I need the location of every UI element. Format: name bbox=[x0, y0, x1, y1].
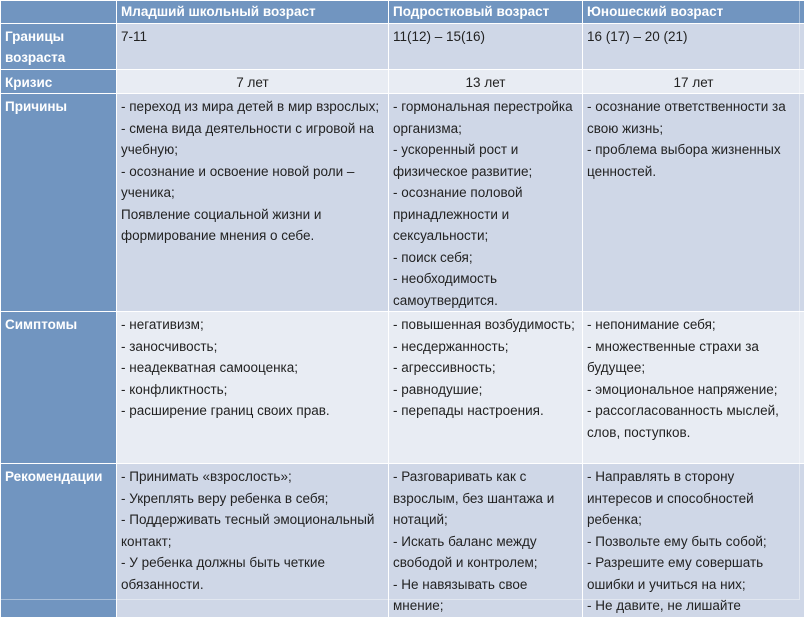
table-header-row bbox=[1, 1, 805, 24]
list-item: - проблема выбора жизненных ценностей. bbox=[587, 142, 781, 179]
cell-symptoms-primary bbox=[117, 312, 389, 464]
cell-symptoms-adolescent bbox=[389, 312, 583, 464]
list-item: - Поддерживать тесный эмоциональный контакт; bbox=[121, 512, 375, 549]
cell-causes-youth bbox=[583, 94, 805, 312]
cell-recommendations-adolescent bbox=[389, 464, 583, 618]
list-item: - переход из мира детей в мир взрослых; bbox=[121, 99, 380, 114]
row-label-crisis: Кризис bbox=[1, 69, 117, 94]
list-item: - Принимать «взрослость»; bbox=[121, 469, 292, 484]
list-item: - поиск себя; bbox=[393, 249, 473, 265]
list-item: - Разговаривать как с взрослым, без шантажа и нотаций; bbox=[393, 469, 555, 527]
table-row-recommendations bbox=[1, 464, 805, 618]
list-item: - повышенная возбудимость; bbox=[393, 317, 575, 332]
list-item: - непонимание себя; bbox=[587, 317, 716, 332]
cell-recommendations-primary bbox=[117, 464, 389, 618]
list-item: - осознание ответственности за свою жизнь; bbox=[587, 99, 786, 136]
list-item: - Не давите, не лишайте bbox=[587, 598, 741, 613]
cell-causes-adolescent bbox=[389, 94, 583, 312]
cell-crisis-primary: 7 лет bbox=[117, 69, 389, 94]
list-item: - конфликтность; bbox=[121, 381, 228, 397]
row-label-symptoms: Симптомы bbox=[1, 312, 117, 464]
list-item: - заносчивость; bbox=[121, 338, 218, 354]
header-primary-school: Младший школьный возраст bbox=[117, 1, 389, 24]
cell-crisis-adolescent: 13 лет bbox=[389, 69, 583, 94]
row-label-age: Границы возраста bbox=[1, 23, 117, 69]
list-item: - гормональная перестройка организма; bbox=[393, 99, 573, 136]
cell-causes-primary bbox=[117, 94, 389, 312]
cell-recommendations-youth bbox=[583, 464, 805, 618]
cell-crisis-youth: 17 лет bbox=[583, 69, 805, 94]
header-youth: Юношеский возраст bbox=[583, 1, 805, 24]
list-item: - негативизм; bbox=[121, 317, 204, 332]
list-item: - рассогласованность мыслей, слов, поступков. bbox=[587, 403, 779, 440]
list-item: - У ребенка должны быть четкие обязанности. bbox=[121, 555, 325, 592]
list-item: - неадекватная самооценка; bbox=[121, 360, 299, 375]
list-item: - необходимость самоутвердится. bbox=[393, 271, 498, 308]
list-item: - ускоренный рост и физическое развитие; bbox=[393, 142, 533, 179]
list-item: - расширение границ своих прав. bbox=[121, 403, 330, 418]
cell-age-primary: 7-11 bbox=[117, 23, 389, 69]
list-item: - агрессивность; bbox=[393, 360, 496, 375]
list-item: - Искать баланс между свободой и контролем; bbox=[393, 533, 538, 570]
list-item: - равнодушие; bbox=[393, 381, 483, 397]
list-item: - осознание половой принадлежности и сексуальности; bbox=[393, 185, 523, 243]
table-row-causes bbox=[1, 94, 805, 312]
list-item: - Укреплять веру ребенка в себя; bbox=[121, 490, 329, 506]
cell-age-youth: 16 (17) – 20 (21) bbox=[583, 23, 805, 69]
list-item: - множественные страхи за будущее; bbox=[587, 338, 759, 375]
list-item: - Позвольте ему быть собой; bbox=[587, 533, 767, 549]
cell-symptoms-youth bbox=[583, 312, 805, 464]
table-row-symptoms bbox=[1, 312, 805, 464]
header-adolescent: Подростковый возраст bbox=[389, 1, 583, 24]
row-label-causes: Причины bbox=[1, 94, 117, 312]
list-item: - Направлять в сторону интересов и способностей ребенка; bbox=[587, 469, 754, 527]
list-item: Появление социальной жизни и формирование мнения о себе. bbox=[121, 206, 322, 243]
row-label-recommendations: Рекомендации bbox=[1, 464, 117, 618]
cell-age-adolescent: 11(12) – 15(16) bbox=[389, 23, 583, 69]
list-item: - смена вида деятельности с игровой на учебную; bbox=[121, 120, 374, 157]
list-item: - Разрешите ему совершать ошибки и учиться на них; bbox=[587, 555, 764, 592]
list-item: - осознание и освоение новой роли – ученика; bbox=[121, 163, 355, 200]
table-row-age bbox=[1, 23, 805, 69]
header-corner bbox=[1, 1, 117, 24]
list-item: - несдержанность; bbox=[393, 338, 509, 354]
list-item: - эмоциональное напряжение; bbox=[587, 381, 778, 397]
list-item: - Не навязывать свое мнение; bbox=[393, 576, 528, 613]
table-row-crisis bbox=[1, 69, 805, 94]
list-item: - перепады настроения. bbox=[393, 403, 544, 418]
